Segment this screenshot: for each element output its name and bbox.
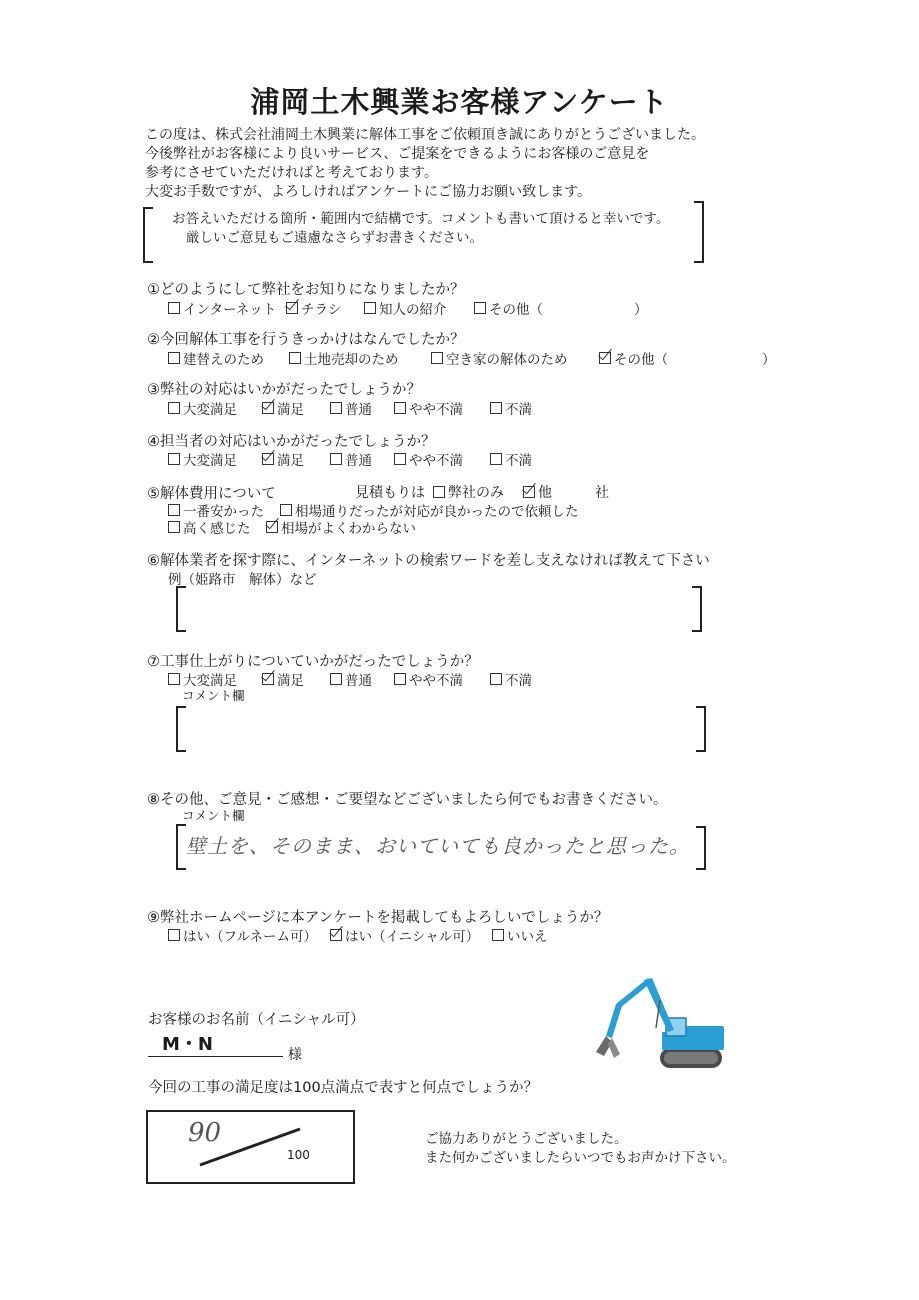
checkbox-icon[interactable]	[168, 302, 180, 314]
q1-option[interactable]: チラシ	[286, 298, 364, 318]
checkbox-icon[interactable]	[394, 402, 406, 414]
q9-options	[168, 925, 548, 945]
q6-label: ⑥解体業者を探す際に、インターネットの検索ワードを差し支えなければ教えて下さい	[147, 553, 710, 569]
q7-option[interactable]: やや不満	[394, 669, 490, 689]
note-bracket-right	[694, 201, 704, 263]
excavator-illustration	[590, 970, 730, 1075]
checkbox-icon[interactable]	[168, 453, 180, 465]
name-suffix: 様	[288, 1047, 302, 1063]
q4-option[interactable]: 不満	[490, 449, 532, 469]
checkbox-icon[interactable]	[490, 673, 502, 685]
closing-text	[425, 1130, 736, 1168]
q9-option[interactable]: はい（イニシャル可）	[330, 925, 492, 945]
q8-bracket-right	[696, 826, 706, 870]
q4-option[interactable]: やや不満	[394, 449, 490, 469]
q2-options	[168, 348, 776, 368]
q9-label: ⑨弊社ホームページに本アンケートを掲載してもよろしいでしょうか？	[147, 910, 609, 926]
q8-handwritten-answer: 壁土を、そのまま、おいていても良かったと思った。	[186, 834, 690, 858]
name-underline	[148, 1056, 283, 1057]
checkbox-icon[interactable]	[168, 929, 180, 941]
checkbox-icon[interactable]	[330, 402, 342, 414]
checked-checkbox-icon[interactable]	[523, 486, 535, 498]
checked-checkbox-icon[interactable]	[262, 402, 274, 414]
q3-option[interactable]: 満足	[262, 398, 330, 418]
q3-option[interactable]: 大変満足	[168, 398, 262, 418]
q5-option[interactable]: 相場通りだったが対応が良かったので依頼した	[280, 500, 579, 520]
q7-comment-field[interactable]	[190, 708, 690, 746]
checkbox-icon[interactable]	[433, 486, 445, 498]
q1-label: ①どのようにして弊社をお知りになりましたか？	[147, 282, 465, 298]
q5-label: ⑤解体費用について	[147, 486, 276, 502]
score-value: 90	[188, 1118, 222, 1148]
q7-option[interactable]: 不満	[490, 669, 532, 689]
checkbox-icon[interactable]	[490, 453, 502, 465]
q6-example: 例（姫路市 解体）など	[168, 572, 317, 588]
closing-line: ご協力ありがとうございました。	[425, 1131, 628, 1147]
q5-option[interactable]: 高く感じた	[168, 517, 266, 537]
note-text	[172, 210, 669, 248]
q2-label: ②今回解体工事を行うきっかけはなんでしたか？	[147, 332, 465, 348]
q9-option[interactable]: いいえ	[492, 925, 548, 945]
q2-option[interactable]: 建替えのため	[168, 348, 289, 368]
checkbox-icon[interactable]	[490, 402, 502, 414]
q2-option[interactable]: 空き家の解体のため	[431, 348, 599, 368]
checkbox-icon[interactable]	[168, 673, 180, 685]
q5-estimate	[355, 482, 609, 502]
note-line: 厳しいご意見もご遠慮なさらずお書きください。	[186, 230, 483, 246]
q8-bracket-left	[176, 824, 186, 870]
checkbox-icon[interactable]	[168, 352, 180, 364]
q4-options	[168, 449, 532, 469]
q5-estimate-label: 見積もりは	[355, 485, 425, 501]
q5-estimate-option[interactable]: 弊社のみ	[433, 482, 523, 502]
score-max: 100	[287, 1148, 310, 1162]
q7-bracket-left	[176, 706, 186, 752]
q7-option[interactable]: 満足	[262, 669, 330, 689]
q3-option[interactable]: 不満	[490, 398, 532, 418]
q5-options-row2	[168, 517, 416, 537]
q7-comment-label: コメント欄	[182, 688, 245, 703]
q4-option[interactable]: 大変満足	[168, 449, 262, 469]
q1-close-paren: ）	[634, 302, 648, 318]
checked-checkbox-icon[interactable]	[266, 521, 278, 533]
checkbox-icon[interactable]	[364, 302, 376, 314]
note-bracket-left	[143, 207, 153, 263]
checkbox-icon[interactable]	[280, 504, 292, 516]
checkbox-icon[interactable]	[330, 453, 342, 465]
checked-checkbox-icon[interactable]	[599, 352, 611, 364]
checkbox-icon[interactable]	[168, 521, 180, 533]
checkbox-icon[interactable]	[289, 352, 301, 364]
q7-option[interactable]: 普通	[330, 669, 394, 689]
q9-option[interactable]: はい（フルネーム可）	[168, 925, 330, 945]
intro-line: 大変お手数ですが、よろしければアンケートにご協力お願い致します。	[145, 184, 592, 200]
q3-options	[168, 398, 532, 418]
q2-option[interactable]: 土地売却のため	[289, 348, 431, 368]
q6-bracket-right	[692, 586, 702, 632]
q1-option[interactable]: インターネット	[168, 298, 286, 318]
checkbox-icon[interactable]	[394, 453, 406, 465]
checkbox-icon[interactable]	[431, 352, 443, 364]
checkbox-icon[interactable]	[330, 673, 342, 685]
survey-title: 浦岡土木興業お客様アンケート	[250, 85, 669, 119]
name-value: M・N	[162, 1034, 213, 1055]
q1-option[interactable]: 知人の紹介	[364, 298, 474, 318]
q8-label: ⑧その他、ご意見・ご感想・ご要望などございましたら何でもお書きください。	[147, 792, 668, 808]
checkbox-icon[interactable]	[492, 929, 504, 941]
q4-option[interactable]: 満足	[262, 449, 330, 469]
q7-bracket-right	[696, 706, 706, 752]
checked-checkbox-icon[interactable]	[262, 673, 274, 685]
q5-estimate-option[interactable]: 他	[523, 482, 595, 502]
checkbox-icon[interactable]	[168, 402, 180, 414]
q2-option[interactable]: その他（	[599, 348, 762, 368]
q3-option[interactable]: 普通	[330, 398, 394, 418]
checkbox-icon[interactable]	[168, 504, 180, 516]
q6-answer-field[interactable]	[190, 588, 688, 626]
q7-option[interactable]: 大変満足	[168, 669, 262, 689]
checked-checkbox-icon[interactable]	[286, 302, 298, 314]
checkbox-icon[interactable]	[394, 673, 406, 685]
q6-bracket-left	[176, 586, 186, 632]
q5-estimate-suffix: 社	[595, 485, 609, 501]
intro-line: 今後弊社がお客様により良いサービス、ご提案をできるようにお客様のご意見を	[145, 146, 650, 162]
checked-checkbox-icon[interactable]	[330, 929, 342, 941]
q3-option[interactable]: やや不満	[394, 398, 490, 418]
intro-line: 参考にさせていただければと考えております。	[145, 165, 438, 181]
q4-option[interactable]: 普通	[330, 449, 394, 469]
score-label: 今回の工事の満足度は100点満点で表すと何点でしょうか？	[148, 1080, 539, 1096]
note-line: お答えいただける箇所・範囲内で結構です。コメントも書いて頂けると幸いです。	[172, 211, 670, 227]
q5-option[interactable]: 相場がよくわからない	[266, 517, 416, 537]
q5-option[interactable]: 一番安かった	[168, 500, 280, 520]
q2-close-paren: ）	[762, 352, 776, 368]
name-label: お客様のお名前（イニシャル可）	[148, 1012, 365, 1028]
q4-label: ④担当者の対応はいかがだったでしょうか？	[147, 434, 436, 450]
intro-line: この度は、株式会社浦岡土木興業に解体工事をご依頼頂き誠にありがとうございました。	[145, 127, 705, 143]
intro-text	[145, 126, 705, 202]
q1-options	[168, 298, 648, 318]
closing-line: また何かございましたらいつでもお声かけ下さい。	[425, 1150, 736, 1166]
q3-label: ③弊社の対応はいかがだったでしょうか？	[147, 382, 421, 398]
checked-checkbox-icon[interactable]	[262, 453, 274, 465]
q8-comment-label: コメント欄	[182, 808, 245, 823]
q1-option[interactable]: その他（	[474, 298, 634, 318]
q7-label: ⑦工事仕上がりについていかがだったでしょうか？	[147, 654, 479, 670]
checkbox-icon[interactable]	[474, 302, 486, 314]
